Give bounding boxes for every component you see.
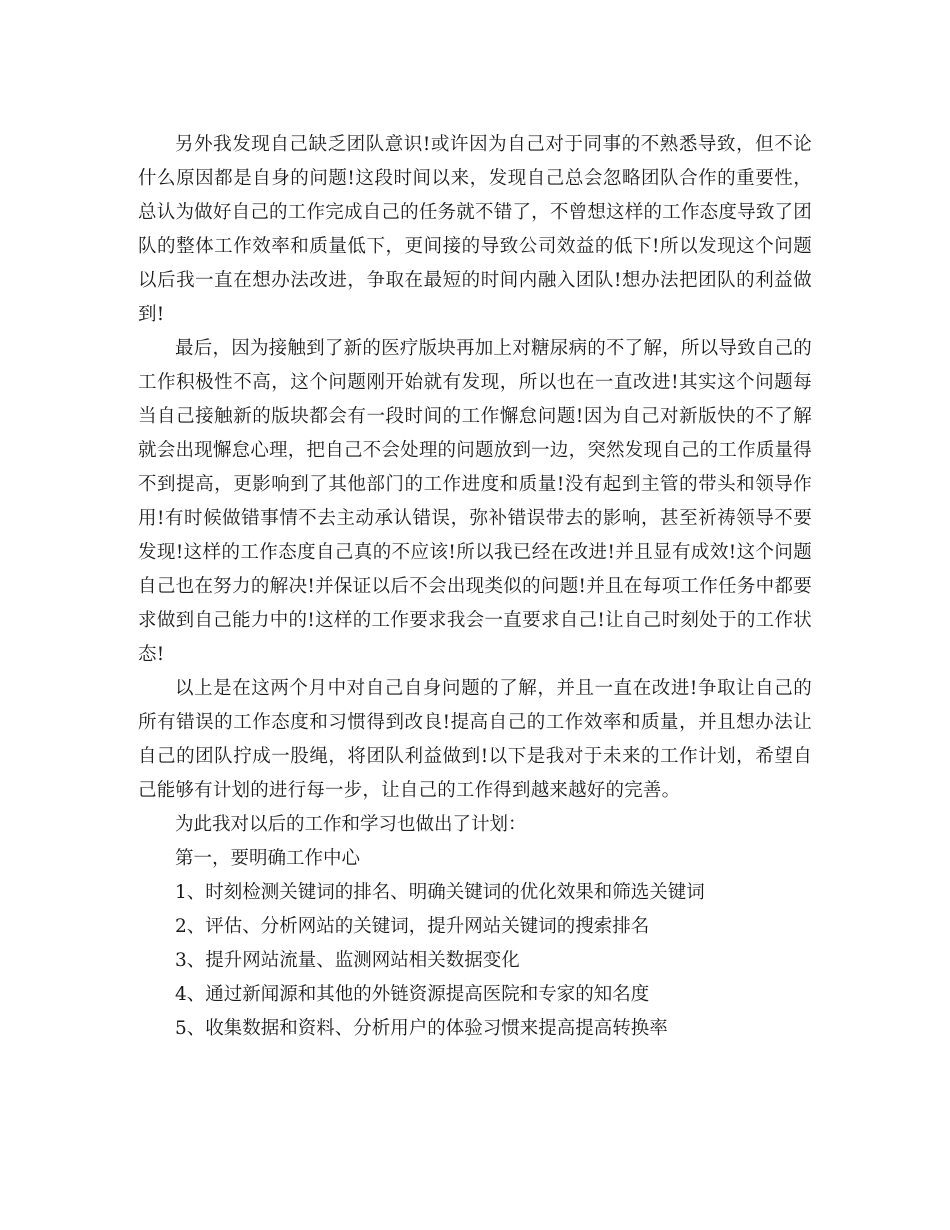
plan-item-3: 3、提升网站流量、监测网站相关数据变化 [175,950,520,971]
plan-heading: 第一，要明确工作中心 [175,848,361,869]
paragraph-summary: 以上是在这两个月中对自己自身问题的了解，并且一直在改进!争取让自己的所有错误的工作态度和习惯得到改良!提高自己的工作效率和质量，并且想办法让自己的团队拧成一股绳，将团队利益做到!以下是我对于未来的工作计划，希望自己能够有计划的进行每一步，让自己的工作得到越来越好的完善。 [138,678,812,801]
plan-item-4: 4、通过新闻源和其他的外链资源提高医院和专家的知名度 [175,984,650,1005]
paragraph-work-motivation: 最后，因为接触到了新的医疗版块再加上对糖尿病的不了解，所以导致自己的工作积极性不高，这个问题刚开始就有发现，所以也在一直改进!其实这个问题每当自己接触新的版块都会有一段时间的工作懈怠问题!因为自己对新版快的不了解就会出现懈怠心理，把自己不会处理的问题放到一边，突然发现自己的工作质量得不到提高，更影响到了其他部门的工作进度和质量!没有起到主管的带头和领导作用!有时候做错事情不去主动承认错误，弥补错误带去的影响，甚至祈祷领导不要发现!这样的工作态度自己真的不应该!所以我已经在改进!并且显有成效!这个问题自己也在努力的解决!并保证以后不会出现类似的问题!并且在每项工作任务中都要求做到自己能力中的!这样的工作要求我会一直要求自己!让自己时刻处于的工作状态! [138,338,812,665]
plan-item-5: 5、收集数据和资料、分析用户的体验习惯来提高提高转换率 [175,1018,668,1039]
plan-item-1: 1、时刻检测关键词的排名、明确关键词的优化效果和筛选关键词 [175,882,705,903]
plan-intro: 为此我对以后的工作和学习也做出了计划： [175,814,527,835]
plan-item-2: 2、评估、分析网站的关键词，提升网站关键词的搜索排名 [175,916,650,937]
paragraph-team-awareness: 另外我发现自己缺乏团队意识!或许因为自己对于同事的不熟悉导致，但不论什么原因都是自身的问题!这段时间以来，发现自己总会忽略团队合作的重要性，总认为做好自己的工作完成自己的任务就不错了，不曾想这样的工作态度导致了团队的整体工作效率和质量低下，更间接的导致公司效益的低下!所以发现这个问题以后我一直在想办法改进，争取在最短的时间内融入团队!想办法把团队的利益做到! [138,134,812,325]
document-body [138,128,812,1046]
